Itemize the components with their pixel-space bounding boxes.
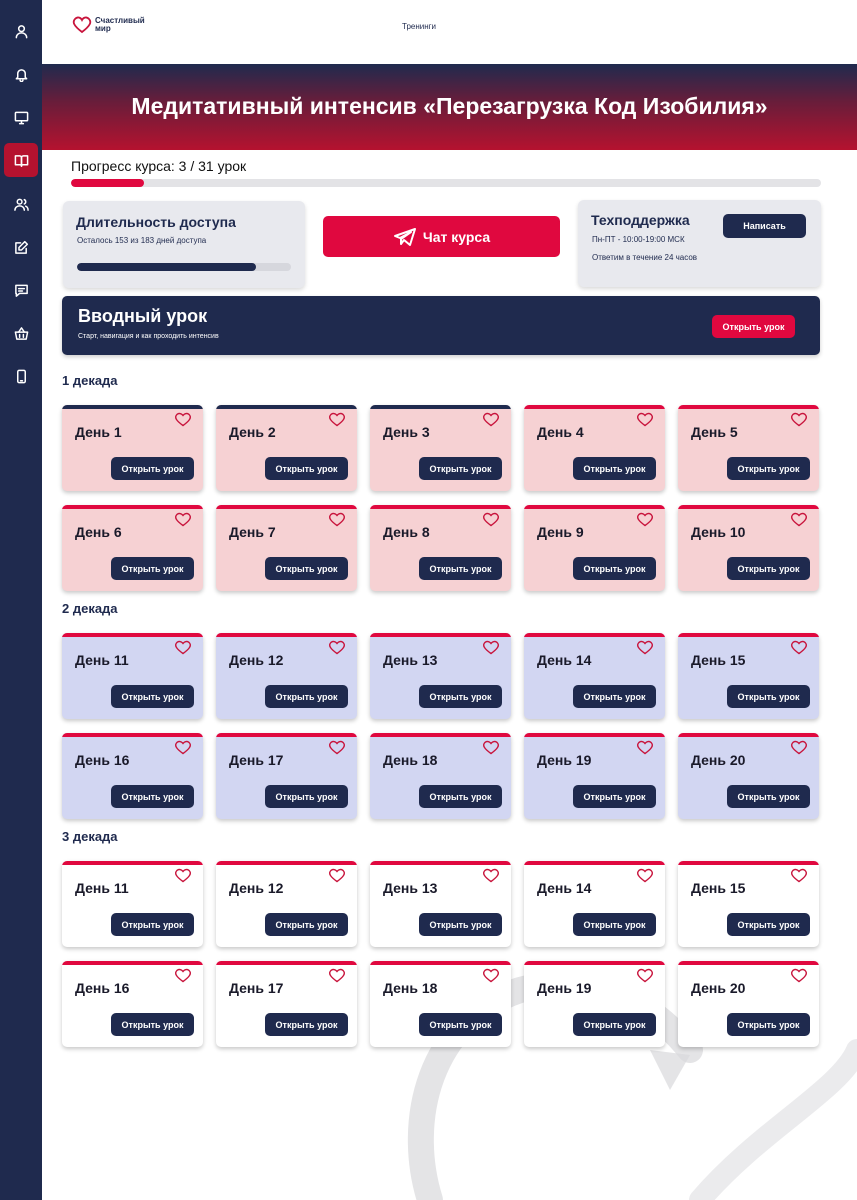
lesson-card-strip xyxy=(216,405,357,409)
lesson-card-strip xyxy=(678,861,819,865)
lesson-day-label: День 15 xyxy=(691,652,746,668)
open-lesson-button[interactable]: Открыть урок xyxy=(265,557,348,580)
open-lesson-button[interactable]: Открыть урок xyxy=(419,913,502,936)
write-support-button[interactable]: Написать xyxy=(723,214,806,238)
lesson-day-label: День 20 xyxy=(691,980,746,996)
open-lesson-button[interactable]: Открыть урок xyxy=(265,785,348,808)
lesson-card-strip xyxy=(370,861,511,865)
access-title: Длительность доступа xyxy=(76,214,236,230)
intro-lesson-banner xyxy=(62,296,820,355)
heart-icon xyxy=(328,512,346,527)
heart-icon xyxy=(328,640,346,655)
open-lesson-button[interactable]: Открыть урок xyxy=(265,685,348,708)
lesson-day-label: День 13 xyxy=(383,652,438,668)
lesson-card-strip xyxy=(678,733,819,737)
lesson-card xyxy=(62,505,203,591)
lesson-card xyxy=(62,861,203,947)
open-lesson-button[interactable]: Открыть урок xyxy=(727,557,810,580)
heart-icon xyxy=(174,740,192,755)
support-response-time: Ответим в течение 24 часов xyxy=(592,253,698,262)
lesson-day-label: День 8 xyxy=(383,524,430,540)
lesson-card xyxy=(370,405,511,491)
lesson-card xyxy=(524,961,665,1047)
lesson-day-label: День 15 xyxy=(691,880,746,896)
heart-icon xyxy=(174,968,192,983)
sidebar-item-profile[interactable] xyxy=(4,14,38,48)
lesson-day-label: День 11 xyxy=(75,652,129,668)
heart-icon xyxy=(636,412,654,427)
open-lesson-button[interactable]: Открыть урок xyxy=(419,1013,502,1036)
lesson-card xyxy=(370,633,511,719)
lesson-card xyxy=(370,861,511,947)
lesson-card-strip xyxy=(524,961,665,965)
lesson-card xyxy=(370,733,511,819)
lesson-card xyxy=(524,505,665,591)
sidebar-item-notifications[interactable] xyxy=(4,57,38,91)
lesson-card xyxy=(216,961,357,1047)
sidebar-item-shop[interactable] xyxy=(4,316,38,350)
open-lesson-button[interactable]: Открыть урок xyxy=(265,457,348,480)
open-lesson-button[interactable]: Открыть урок xyxy=(727,913,810,936)
lesson-card xyxy=(678,961,819,1047)
lesson-card-strip xyxy=(678,405,819,409)
chat-icon xyxy=(14,283,29,298)
decade-grid xyxy=(62,861,822,1041)
top-bar xyxy=(42,0,857,64)
book-icon xyxy=(14,153,29,168)
lesson-day-label: День 11 xyxy=(75,880,129,896)
heart-icon xyxy=(482,740,500,755)
access-progress-bar xyxy=(77,263,291,271)
lesson-day-label: День 7 xyxy=(229,524,276,540)
lesson-card xyxy=(524,861,665,947)
lesson-card-strip xyxy=(216,861,357,865)
lesson-day-label: День 17 xyxy=(229,980,284,996)
open-lesson-button[interactable]: Открыть урок xyxy=(111,685,194,708)
heart-icon xyxy=(328,412,346,427)
lesson-day-label: День 16 xyxy=(75,752,130,768)
users-icon xyxy=(14,197,29,212)
logo[interactable] xyxy=(72,16,155,34)
course-chat-button[interactable] xyxy=(323,216,560,257)
heart-icon xyxy=(174,868,192,883)
open-intro-lesson-button[interactable]: Открыть урок xyxy=(712,315,795,338)
course-progress-bar xyxy=(71,179,821,187)
sidebar-item-app[interactable] xyxy=(4,359,38,393)
heart-icon xyxy=(328,868,346,883)
open-lesson-button[interactable]: Открыть урок xyxy=(727,457,810,480)
monitor-icon xyxy=(14,110,29,125)
lesson-card-strip xyxy=(370,961,511,965)
heart-logo-icon xyxy=(72,16,92,34)
open-lesson-button[interactable]: Открыть урок xyxy=(111,913,194,936)
lesson-card xyxy=(678,405,819,491)
lesson-card xyxy=(62,733,203,819)
lesson-day-label: День 19 xyxy=(537,980,592,996)
heart-icon xyxy=(174,412,192,427)
sidebar-item-webinars[interactable] xyxy=(4,100,38,134)
open-lesson-button[interactable]: Открыть урок xyxy=(727,685,810,708)
lesson-card xyxy=(62,961,203,1047)
decade-grid xyxy=(62,405,822,585)
lesson-day-label: День 20 xyxy=(691,752,746,768)
lesson-card-strip xyxy=(370,633,511,637)
open-lesson-button[interactable]: Открыть урок xyxy=(111,557,194,580)
heart-icon xyxy=(636,868,654,883)
open-lesson-button[interactable]: Открыть урок xyxy=(727,785,810,808)
heart-icon xyxy=(482,868,500,883)
lesson-day-label: День 14 xyxy=(537,880,592,896)
heart-icon xyxy=(328,740,346,755)
bell-icon xyxy=(14,67,29,82)
telegram-icon xyxy=(393,227,417,247)
lesson-card-strip xyxy=(370,505,511,509)
basket-icon xyxy=(14,326,29,341)
decade-title: 1 декада xyxy=(62,373,118,388)
heart-icon xyxy=(482,412,500,427)
heart-icon xyxy=(636,968,654,983)
lesson-card-strip xyxy=(678,961,819,965)
lesson-card xyxy=(216,861,357,947)
course-chat-label: Чат курса xyxy=(422,228,491,245)
heart-icon xyxy=(790,868,808,883)
decade-grid xyxy=(62,633,822,813)
access-remaining: Осталось 153 из 183 дней доступа xyxy=(77,236,207,245)
open-lesson-button[interactable]: Открыть урок xyxy=(419,785,502,808)
open-lesson-button[interactable]: Открыть урок xyxy=(573,557,656,580)
support-hours: Пн-ПТ - 10:00-19:00 МСК xyxy=(592,235,685,244)
intro-lesson-title: Вводный урок xyxy=(78,306,208,326)
heart-icon xyxy=(482,640,500,655)
lesson-card xyxy=(678,633,819,719)
lesson-card-strip xyxy=(216,633,357,637)
access-duration-card xyxy=(63,201,305,288)
lesson-card xyxy=(216,633,357,719)
lesson-card-strip xyxy=(216,961,357,965)
logo-text: Счастливый мир xyxy=(95,16,145,33)
lesson-card xyxy=(678,861,819,947)
lesson-day-label: День 13 xyxy=(383,880,438,896)
lesson-card-strip xyxy=(678,633,819,637)
edit-icon xyxy=(14,240,29,255)
heart-icon xyxy=(636,740,654,755)
lesson-card-strip xyxy=(524,405,665,409)
heart-icon xyxy=(328,968,346,983)
open-lesson-button[interactable]: Открыть урок xyxy=(419,457,502,480)
sidebar-item-messages[interactable] xyxy=(4,273,38,307)
lesson-card-strip xyxy=(524,861,665,865)
open-lesson-button[interactable]: Открыть урок xyxy=(419,557,502,580)
open-lesson-button[interactable]: Открыть урок xyxy=(111,1013,194,1036)
lesson-card-strip xyxy=(216,505,357,509)
lesson-day-label: День 5 xyxy=(691,424,738,440)
lesson-day-label: День 9 xyxy=(537,524,584,540)
lesson-card-strip xyxy=(524,733,665,737)
hero-banner xyxy=(42,64,857,150)
lesson-card-strip xyxy=(678,505,819,509)
open-lesson-button[interactable]: Открыть урок xyxy=(265,1013,348,1036)
lesson-day-label: День 19 xyxy=(537,752,592,768)
lesson-day-label: День 12 xyxy=(229,880,284,896)
lesson-card xyxy=(678,733,819,819)
lesson-card xyxy=(524,405,665,491)
lesson-card xyxy=(678,505,819,591)
open-lesson-button[interactable]: Открыть урок xyxy=(265,913,348,936)
open-lesson-button[interactable]: Открыть урок xyxy=(573,457,656,480)
lesson-day-label: День 14 xyxy=(537,652,592,668)
sidebar-item-trainings[interactable] xyxy=(4,143,38,177)
lesson-day-label: День 16 xyxy=(75,980,130,996)
sidebar-item-notes[interactable] xyxy=(4,230,38,264)
lesson-card-strip xyxy=(216,733,357,737)
lesson-day-label: День 2 xyxy=(229,424,276,440)
heart-icon xyxy=(174,640,192,655)
lesson-card-strip xyxy=(62,505,203,509)
page-title: Медитативный интенсив «Перезагрузка Код Изобилия» xyxy=(131,93,768,119)
lesson-card-strip xyxy=(524,505,665,509)
lesson-card-strip xyxy=(370,405,511,409)
lesson-day-label: День 12 xyxy=(229,652,284,668)
course-progress-label: Прогресс курса: 3 / 31 урок xyxy=(71,158,247,174)
user-icon xyxy=(14,24,29,39)
intro-lesson-subtitle: Старт, навигация и как проходить интенсив xyxy=(78,333,219,340)
heart-icon xyxy=(790,640,808,655)
open-lesson-button[interactable]: Открыть урок xyxy=(573,785,656,808)
heart-icon xyxy=(636,512,654,527)
lesson-card-strip xyxy=(62,405,203,409)
nav-link-trainings[interactable]: Тренинги xyxy=(402,22,437,31)
heart-icon xyxy=(790,512,808,527)
lesson-card-strip xyxy=(370,733,511,737)
lesson-day-label: День 17 xyxy=(229,752,284,768)
heart-icon xyxy=(174,512,192,527)
lesson-day-label: День 6 xyxy=(75,524,122,540)
lesson-card-strip xyxy=(62,961,203,965)
lesson-card xyxy=(216,505,357,591)
lesson-card-strip xyxy=(62,861,203,865)
heart-icon xyxy=(482,512,500,527)
open-lesson-button[interactable]: Открыть урок xyxy=(573,1013,656,1036)
lesson-card-strip xyxy=(62,633,203,637)
open-lesson-button[interactable]: Открыть урок xyxy=(111,785,194,808)
lesson-day-label: День 18 xyxy=(383,980,438,996)
lesson-card xyxy=(62,633,203,719)
lesson-day-label: День 4 xyxy=(537,424,584,440)
access-progress-fill xyxy=(77,263,256,271)
heart-icon xyxy=(790,968,808,983)
lesson-day-label: День 10 xyxy=(691,524,746,540)
phone-icon xyxy=(14,369,29,384)
lesson-card xyxy=(524,733,665,819)
lesson-card xyxy=(62,405,203,491)
heart-icon xyxy=(790,412,808,427)
heart-icon xyxy=(790,740,808,755)
sidebar xyxy=(0,0,42,1200)
decade-title: 2 декада xyxy=(62,601,118,616)
open-lesson-button[interactable]: Открыть урок xyxy=(111,457,194,480)
open-lesson-button[interactable]: Открыть урок xyxy=(573,913,656,936)
open-lesson-button[interactable]: Открыть урок xyxy=(419,685,502,708)
lesson-card-strip xyxy=(524,633,665,637)
lesson-card xyxy=(216,733,357,819)
lesson-card xyxy=(524,633,665,719)
heart-icon xyxy=(636,640,654,655)
sidebar-item-community[interactable] xyxy=(4,187,38,221)
support-title: Техподдержка xyxy=(591,212,690,228)
lesson-day-label: День 1 xyxy=(75,424,122,440)
open-lesson-button[interactable]: Открыть урок xyxy=(573,685,656,708)
lesson-day-label: День 3 xyxy=(383,424,430,440)
lesson-day-label: День 18 xyxy=(383,752,438,768)
decade-title: 3 декада xyxy=(62,829,118,844)
support-card xyxy=(578,200,821,287)
heart-icon xyxy=(482,968,500,983)
open-lesson-button[interactable]: Открыть урок xyxy=(727,1013,810,1036)
lesson-card xyxy=(370,505,511,591)
lesson-card xyxy=(216,405,357,491)
course-progress-fill xyxy=(71,179,144,187)
lesson-card xyxy=(370,961,511,1047)
lesson-card-strip xyxy=(62,733,203,737)
